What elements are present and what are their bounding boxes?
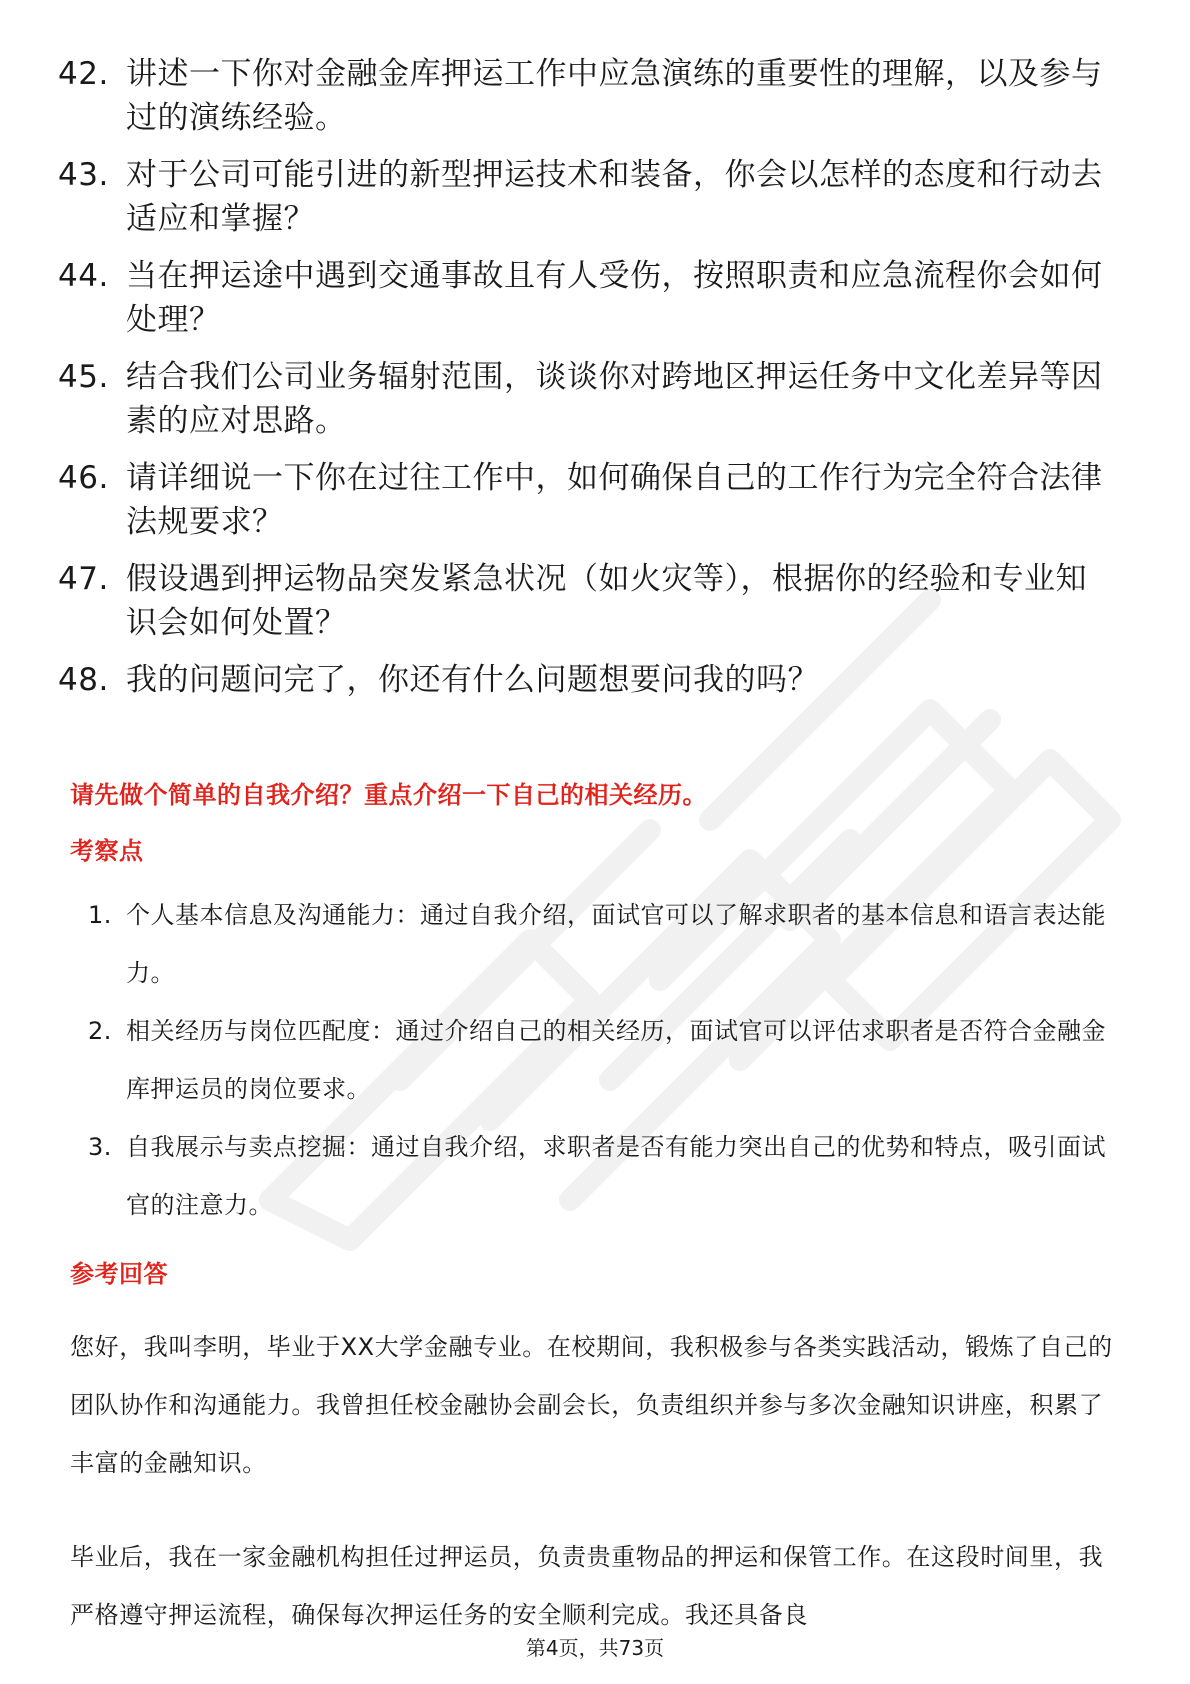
question-number: 47.: [58, 561, 109, 597]
exam-point-text: 自我展示与卖点挖掘：通过自我介绍，求职者是否有能力突出自己的优势和特点，吸引面试官的注意力。: [126, 1133, 1106, 1219]
page-footer: 第4页，共73页: [525, 1636, 665, 1660]
question-item: [58, 254, 1118, 342]
question-text: 当在押运途中遇到交通事故且有人受伤，按照职责和应急流程你会如何处理？: [126, 258, 1103, 338]
highlight-question: 请先做个简单的自我介绍？重点介绍一下自己的相关经历。: [70, 781, 707, 809]
question-text: 结合我们公司业务辐射范围，谈谈你对跨地区押运任务中文化差异等因素的应对思路。: [126, 359, 1103, 439]
section-title-reference-answer: 参考回答: [70, 1260, 168, 1288]
question-item: [58, 355, 1118, 443]
question-number: 44.: [58, 258, 109, 294]
section-title-exam-points: 考察点: [70, 837, 144, 865]
question-item: [58, 658, 1118, 702]
question-text: 讲述一下你对金融金库押运工作中应急演练的重要性的理解，以及参与过的演练经验。: [126, 56, 1103, 136]
question-number: 45.: [58, 359, 109, 395]
exam-point-item: [88, 1118, 1128, 1234]
question-number: 48.: [58, 662, 109, 698]
question-text: 我的问题问完了，你还有什么问题想要问我的吗？: [126, 662, 819, 698]
question-list: [58, 52, 1118, 715]
question-number: 43.: [58, 157, 109, 193]
question-number: 46.: [58, 460, 109, 496]
question-number: 42.: [58, 56, 109, 92]
exam-point-item: [88, 1002, 1128, 1118]
question-text: 对于公司可能引进的新型押运技术和装备，你会以怎样的态度和行动去适应和掌握？: [126, 157, 1103, 237]
exam-point-text: 相关经历与岗位匹配度：通过介绍自己的相关经历，面试官可以评估求职者是否符合金融金库押运员的岗位要求。: [126, 1017, 1106, 1103]
exam-point-number: 3.: [88, 1133, 112, 1161]
question-item: [58, 153, 1118, 241]
exam-point-number: 1.: [88, 901, 112, 929]
question-text: 请详细说一下你在过往工作中，如何确保自己的工作行为完全符合法律法规要求？: [126, 460, 1103, 540]
exam-point-number: 2.: [88, 1017, 112, 1045]
question-item: [58, 456, 1118, 544]
exam-point-item: [88, 886, 1128, 1002]
question-item: [58, 52, 1118, 140]
exam-point-list: [88, 886, 1128, 1234]
exam-point-text: 个人基本信息及沟通能力：通过自我介绍，面试官可以了解求职者的基本信息和语言表达能力。: [126, 901, 1106, 987]
question-item: [58, 557, 1118, 645]
answer-paragraph: 毕业后，我在一家金融机构担任过押运员，负责贵重物品的押运和保管工作。在这段时间里，我严格遵守押运流程，确保每次押运任务的安全顺利完成。我还具备良: [70, 1543, 1104, 1629]
answer-paragraph: 您好，我叫李明，毕业于XX大学金融专业。在校期间，我积极参与各类实践活动，锻炼了自己的团队协作和沟通能力。我曾担任校金融协会副会长，负责组织并参与多次金融知识讲座，积累了丰富的金融知识。: [70, 1333, 1113, 1477]
question-text: 假设遇到押运物品突发紧急状况（如火灾等），根据你的经验和专业知识会如何处置？: [126, 561, 1087, 641]
